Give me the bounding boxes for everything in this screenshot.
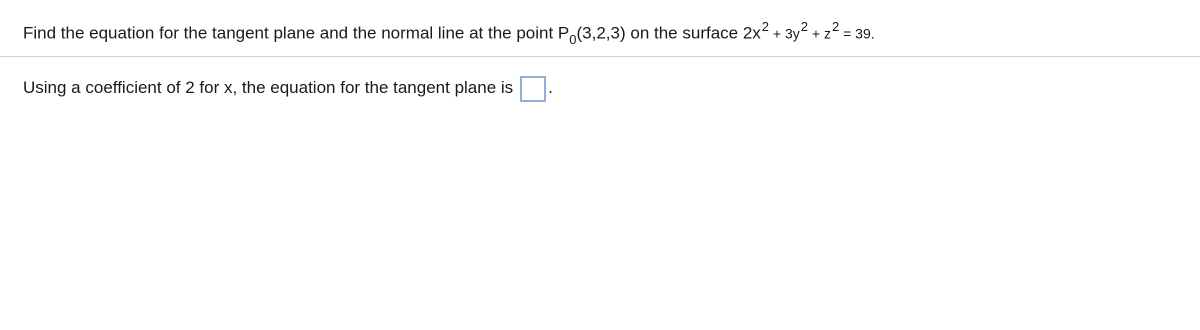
question-lead: Find the equation for the tangent plane and the normal line at the point P [23, 23, 570, 43]
answer-prompt [23, 75, 553, 101]
answer-input-box[interactable] [520, 76, 546, 102]
plus-z: + z [808, 25, 831, 42]
prompt-text: Using a coefficient of 2 for x, the equation for the tangent plane is [23, 78, 514, 97]
z-exponent: 2 [831, 19, 840, 34]
plus-3y: + 3y [769, 25, 800, 42]
point-subscript: 0 [569, 32, 577, 48]
equals-value: = 39. [839, 25, 875, 42]
question-text [23, 18, 875, 49]
prompt-suffix: . [548, 78, 553, 97]
y-exponent: 2 [800, 19, 809, 34]
point-coords: (3,2,3) on the surface 2x [576, 23, 761, 43]
divider [0, 56, 1200, 57]
x-exponent: 2 [761, 19, 770, 34]
